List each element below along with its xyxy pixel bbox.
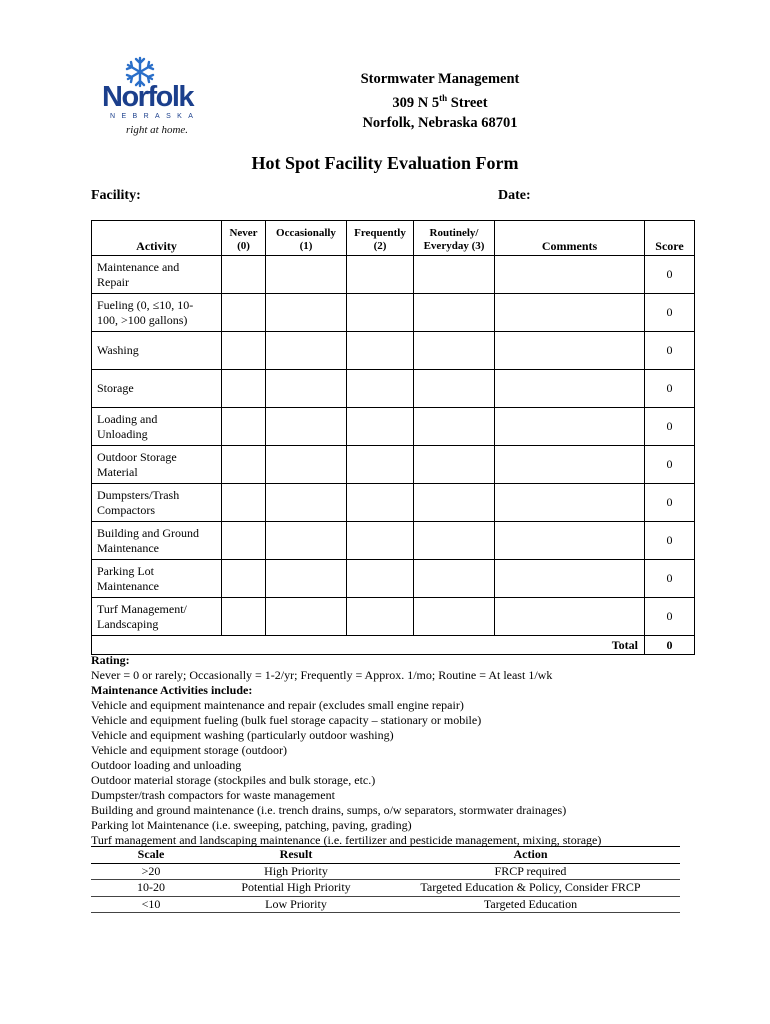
comments-cell[interactable] bbox=[495, 598, 645, 636]
scale-row bbox=[91, 896, 680, 913]
rating-routinely-cell[interactable] bbox=[414, 408, 495, 446]
activity-row bbox=[92, 446, 695, 484]
rating-never-cell[interactable] bbox=[222, 560, 266, 598]
scale-row bbox=[91, 880, 680, 897]
header-activity: Activity bbox=[92, 221, 222, 256]
rating-routinely-cell[interactable] bbox=[414, 370, 495, 408]
activity-row bbox=[92, 560, 695, 598]
activity-row bbox=[92, 408, 695, 446]
org-city: Norfolk, Nebraska 68701 bbox=[362, 115, 518, 131]
header-never: Never (0) bbox=[222, 221, 266, 256]
rating-frequently-cell[interactable] bbox=[347, 598, 414, 636]
logo-wordmark: Norfolk bbox=[102, 81, 193, 113]
rating-occasionally-cell[interactable] bbox=[266, 560, 347, 598]
header-frequently: Frequently (2) bbox=[347, 221, 414, 256]
comments-cell[interactable] bbox=[495, 484, 645, 522]
activity-list-item: Parking lot Maintenance (i.e. sweeping, patching, paving, grading) bbox=[91, 818, 412, 832]
score-cell: 0 bbox=[645, 446, 695, 484]
comments-cell[interactable] bbox=[495, 560, 645, 598]
activities-list bbox=[91, 698, 691, 848]
action-cell: Targeted Education bbox=[381, 896, 680, 913]
rating-frequently-cell[interactable] bbox=[347, 446, 414, 484]
logo-tagline: right at home. bbox=[126, 124, 189, 136]
activity-cell: Parking Lot Maintenance bbox=[92, 560, 222, 598]
comments-cell[interactable] bbox=[495, 294, 645, 332]
date-label: Date: bbox=[498, 188, 531, 203]
rating-frequently-cell[interactable] bbox=[347, 560, 414, 598]
activity-row bbox=[92, 522, 695, 560]
comments-cell[interactable] bbox=[495, 370, 645, 408]
action-cell: Targeted Education & Policy, Consider FRCP bbox=[381, 880, 680, 897]
rating-occasionally-cell[interactable] bbox=[266, 408, 347, 446]
rating-occasionally-cell[interactable] bbox=[266, 370, 347, 408]
activity-cell: Building and Ground Maintenance bbox=[92, 522, 222, 560]
comments-cell[interactable] bbox=[495, 408, 645, 446]
activity-list-item: Vehicle and equipment fueling (bulk fuel storage capacity – stationary or mobile) bbox=[91, 713, 482, 727]
rating-never-cell[interactable] bbox=[222, 598, 266, 636]
org-name: Stormwater Management bbox=[360, 71, 520, 87]
rating-never-cell[interactable] bbox=[222, 370, 266, 408]
score-cell: 0 bbox=[645, 256, 695, 294]
activity-list-item: Turf management and landscaping maintenance (i.e. fertilizer and pesticide management, mixing, storage) bbox=[91, 833, 602, 847]
activity-row bbox=[92, 484, 695, 522]
comments-cell[interactable] bbox=[495, 522, 645, 560]
rating-occasionally-cell[interactable] bbox=[266, 256, 347, 294]
score-cell: 0 bbox=[645, 408, 695, 446]
rating-never-cell[interactable] bbox=[222, 408, 266, 446]
activity-cell: Washing bbox=[92, 332, 222, 370]
result-cell: High Priority bbox=[211, 863, 381, 880]
rating-text: Never = 0 or rarely; Occasionally = 1-2/yr; Frequently = Approx. 1/mo; Routine = At least 1/wk bbox=[91, 668, 553, 682]
scale-header-scale: Scale bbox=[91, 847, 211, 864]
score-cell: 0 bbox=[645, 294, 695, 332]
header-routinely: Routinely/ Everyday (3) bbox=[414, 221, 495, 256]
total-value: 0 bbox=[645, 636, 695, 655]
activity-list-item: Outdoor loading and unloading bbox=[91, 758, 242, 772]
header-occasionally: Occasionally (1) bbox=[266, 221, 347, 256]
activity-cell: Loading and Unloading bbox=[92, 408, 222, 446]
activity-cell: Dumpsters/Trash Compactors bbox=[92, 484, 222, 522]
activity-list-item: Building and ground maintenance (i.e. trench drains, sumps, o/w separators, stormwater drainages) bbox=[91, 803, 567, 817]
scale-header-result: Result bbox=[211, 847, 381, 864]
header-comments: Comments bbox=[495, 221, 645, 256]
scale-table bbox=[91, 846, 680, 913]
score-cell: 0 bbox=[645, 560, 695, 598]
result-cell: Low Priority bbox=[211, 896, 381, 913]
rating-frequently-cell[interactable] bbox=[347, 294, 414, 332]
activity-cell: Storage bbox=[92, 370, 222, 408]
activity-cell: Outdoor Storage Material bbox=[92, 446, 222, 484]
rating-frequently-cell[interactable] bbox=[347, 370, 414, 408]
total-label: Total bbox=[92, 636, 645, 655]
activity-row bbox=[92, 294, 695, 332]
rating-routinely-cell[interactable] bbox=[414, 294, 495, 332]
score-cell: 0 bbox=[645, 484, 695, 522]
activity-list-item: Outdoor material storage (stockpiles and bulk storage, etc.) bbox=[91, 773, 376, 787]
action-cell: FRCP required bbox=[381, 863, 680, 880]
comments-cell[interactable] bbox=[495, 332, 645, 370]
rating-occasionally-cell[interactable] bbox=[266, 484, 347, 522]
score-cell: 0 bbox=[645, 522, 695, 560]
rating-frequently-cell[interactable] bbox=[347, 408, 414, 446]
evaluation-table bbox=[91, 220, 695, 655]
rating-frequently-cell[interactable] bbox=[347, 484, 414, 522]
rating-frequently-cell[interactable] bbox=[347, 522, 414, 560]
rating-frequently-cell[interactable] bbox=[347, 332, 414, 370]
activity-list-item: Vehicle and equipment washing (particularly outdoor washing) bbox=[91, 728, 394, 742]
activity-row bbox=[92, 370, 695, 408]
facility-label: Facility: bbox=[91, 188, 141, 203]
activity-list-item: Vehicle and equipment storage (outdoor) bbox=[91, 743, 287, 757]
activities-heading: Maintenance Activities include: bbox=[91, 683, 253, 697]
rating-heading: Rating: bbox=[91, 653, 130, 667]
rating-never-cell[interactable] bbox=[222, 332, 266, 370]
rating-routinely-cell[interactable] bbox=[414, 484, 495, 522]
comments-cell[interactable] bbox=[495, 256, 645, 294]
header-score: Score bbox=[645, 221, 695, 256]
rating-never-cell[interactable] bbox=[222, 256, 266, 294]
norfolk-logo bbox=[100, 55, 220, 145]
score-cell: 0 bbox=[645, 370, 695, 408]
activity-list-item: Dumpster/trash compactors for waste management bbox=[91, 788, 335, 802]
org-street: 309 N 5th Street bbox=[392, 93, 488, 111]
result-cell: Potential High Priority bbox=[211, 880, 381, 897]
scale-header-action: Action bbox=[381, 847, 680, 864]
rating-never-cell[interactable] bbox=[222, 446, 266, 484]
rating-routinely-cell[interactable] bbox=[414, 598, 495, 636]
activity-list-item: Vehicle and equipment maintenance and repair (excludes small engine repair) bbox=[91, 698, 464, 712]
rating-routinely-cell[interactable] bbox=[414, 560, 495, 598]
rating-routinely-cell[interactable] bbox=[414, 256, 495, 294]
activity-row bbox=[92, 332, 695, 370]
logo-state: NEBRASKA bbox=[110, 113, 200, 120]
activity-cell: Fueling (0, ≤10, 10- 100, >100 gallons) bbox=[92, 294, 222, 332]
rating-never-cell[interactable] bbox=[222, 484, 266, 522]
scale-cell: <10 bbox=[91, 896, 211, 913]
rating-occasionally-cell[interactable] bbox=[266, 332, 347, 370]
rating-never-cell[interactable] bbox=[222, 294, 266, 332]
rating-routinely-cell[interactable] bbox=[414, 446, 495, 484]
activity-cell: Turf Management/ Landscaping bbox=[92, 598, 222, 636]
rating-frequently-cell[interactable] bbox=[347, 256, 414, 294]
rating-never-cell[interactable] bbox=[222, 522, 266, 560]
rating-routinely-cell[interactable] bbox=[414, 332, 495, 370]
activity-cell: Maintenance and Repair bbox=[92, 256, 222, 294]
comments-cell[interactable] bbox=[495, 446, 645, 484]
scale-row bbox=[91, 863, 680, 880]
activity-row bbox=[92, 256, 695, 294]
page-title: Hot Spot Facility Evaluation Form bbox=[251, 153, 519, 173]
rating-occasionally-cell[interactable] bbox=[266, 294, 347, 332]
notes-section bbox=[91, 653, 691, 848]
scale-cell: >20 bbox=[91, 863, 211, 880]
rating-routinely-cell[interactable] bbox=[414, 522, 495, 560]
score-cell: 0 bbox=[645, 598, 695, 636]
rating-occasionally-cell[interactable] bbox=[266, 598, 347, 636]
scale-cell: 10-20 bbox=[91, 880, 211, 897]
activity-row bbox=[92, 598, 695, 636]
rating-occasionally-cell[interactable] bbox=[266, 446, 347, 484]
score-cell: 0 bbox=[645, 332, 695, 370]
rating-occasionally-cell[interactable] bbox=[266, 522, 347, 560]
total-row bbox=[92, 636, 695, 655]
